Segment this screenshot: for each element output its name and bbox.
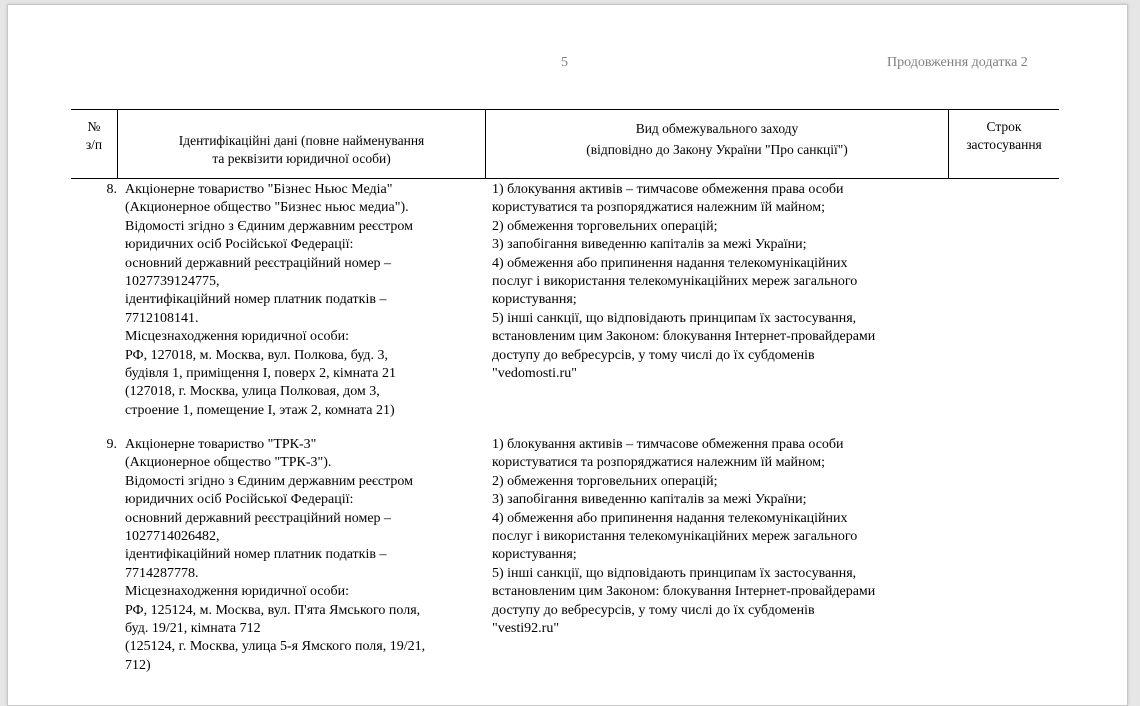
- measure-line: 3) запобігання виведенню капіталів за межі України;: [492, 237, 807, 253]
- measure-line: користуватися та розпоряджатися належним їй майном;: [492, 455, 826, 471]
- measure-line: користування;: [492, 292, 577, 308]
- ident-line: 712): [125, 657, 151, 673]
- measure-line: 4) обмеження або припинення надання телекомунікаційних: [492, 255, 848, 271]
- row-measure: [492, 181, 952, 383]
- row-measure: [492, 436, 952, 638]
- header-ident: [118, 110, 485, 178]
- header-term-line: застосування: [966, 137, 1042, 152]
- header-num: [71, 110, 117, 178]
- header-measure-line: Вид обмежувального заходу: [635, 121, 799, 136]
- measure-line: користуватися та розпоряджатися належним їй майном;: [492, 200, 826, 216]
- measure-line: "vesti92.ru": [492, 621, 560, 637]
- header-ident-line: та реквізити юридичної особи): [212, 151, 391, 166]
- ident-line: Місцезнаходження юридичної особи:: [125, 329, 350, 345]
- ident-line: (127018, г. Москва, улица Полковая, дом 3,: [125, 384, 380, 400]
- measure-line: 5) інші санкції, що відповідають принципам їх застосування,: [492, 310, 857, 326]
- row-number: 9.: [106, 437, 117, 452]
- measure-line: 4) обмеження або припинення надання телекомунікаційних: [492, 510, 848, 526]
- measure-line: 5) інші санкції, що відповідають принципам їх застосування,: [492, 565, 857, 581]
- ident-line: юридичних осіб Російської Федерації:: [125, 492, 354, 508]
- measure-line: 1) блокування активів – тимчасове обмеження права особи: [492, 437, 844, 452]
- header-measure: [486, 110, 948, 178]
- measure-line: "vedomosti.ru": [492, 366, 577, 382]
- ident-line: ідентифікаційний номер платник податків –: [125, 292, 387, 308]
- row-ident: [125, 436, 485, 675]
- header-term: [949, 110, 1059, 178]
- measure-line: доступу до вебресурсів, у тому числі до їх субдоменів: [492, 347, 815, 363]
- ident-line: основний державний реєстраційний номер –: [125, 255, 392, 271]
- measure-line: доступу до вебресурсів, у тому числі до їх субдоменів: [492, 602, 815, 618]
- measure-line: встановленим цим Законом: блокування Інтернет-провайдерами: [492, 329, 876, 345]
- ident-line: Місцезнаходження юридичної особи:: [125, 584, 350, 600]
- table-row: [71, 181, 1059, 438]
- continuation-label: Продовження додатка 2: [887, 55, 1028, 70]
- ident-line: (125124, г. Москва, улица 5-я Ямского поля, 19/21,: [125, 639, 426, 655]
- measure-line: 3) запобігання виведенню капіталів за межі України;: [492, 492, 807, 508]
- ident-line: строение 1, помещение I, этаж 2, комната 21): [125, 402, 395, 418]
- document-page: [7, 4, 1128, 706]
- ident-line: Акціонерне товариство "ТРК-3": [125, 437, 317, 452]
- measure-line: 1) блокування активів – тимчасове обмеження права особи: [492, 182, 844, 197]
- row-ident: [125, 181, 485, 420]
- ident-line: Відомості згідно з Єдиним державним реєстром: [125, 473, 414, 489]
- ident-line: (Акционерное общество "Бизнес ньюс медиа").: [125, 200, 409, 216]
- ident-line: РФ, 127018, м. Москва, вул. Полкова, буд. 3,: [125, 347, 389, 363]
- header-ident-line: Ідентифікаційні дані (повне найменування: [178, 133, 425, 148]
- ident-line: будівля 1, приміщення І, поверх 2, кімната 21: [125, 366, 397, 382]
- ident-line: юридичних осіб Російської Федерації:: [125, 237, 354, 253]
- header-measure-line: (відповідно до Закону України "Про санкції"): [586, 142, 848, 157]
- ident-line: РФ, 125124, м. Москва, вул. П'ята Ямського поля,: [125, 602, 421, 618]
- ident-line: ідентифікаційний номер платник податків –: [125, 547, 387, 563]
- row-number: 8.: [106, 182, 117, 197]
- table-row: [71, 436, 1059, 686]
- sanctions-table: [71, 109, 1059, 686]
- measure-line: послуг і використання телекомунікаційних мереж загального: [492, 274, 858, 290]
- ident-line: основний державний реєстраційний номер –: [125, 510, 392, 526]
- header-num-line: з/п: [85, 137, 103, 152]
- page-number: 5: [561, 55, 568, 70]
- ident-line: Відомості згідно з Єдиним державним реєстром: [125, 218, 414, 234]
- measure-line: встановленим цим Законом: блокування Інтернет-провайдерами: [492, 584, 876, 600]
- ident-line: Акціонерне товариство "Бізнес Ньюс Медіа": [125, 182, 393, 197]
- table-header: [71, 109, 1059, 179]
- ident-line: буд. 19/21, кімната 712: [125, 621, 261, 637]
- header-num-line: №: [87, 119, 101, 134]
- ident-line: (Акционерное общество "ТРК-3").: [125, 455, 332, 471]
- header-term-line: Строк: [986, 119, 1022, 134]
- ident-line: 7712108141.: [125, 310, 199, 326]
- ident-line: 1027714026482,: [125, 529, 220, 545]
- measure-line: 2) обмеження торговельних операцій;: [492, 218, 718, 234]
- ident-line: 7714287778.: [125, 565, 199, 581]
- ident-line: 1027739124775,: [125, 274, 220, 290]
- measure-line: послуг і використання телекомунікаційних мереж загального: [492, 529, 858, 545]
- measure-line: користування;: [492, 547, 577, 563]
- measure-line: 2) обмеження торговельних операцій;: [492, 473, 718, 489]
